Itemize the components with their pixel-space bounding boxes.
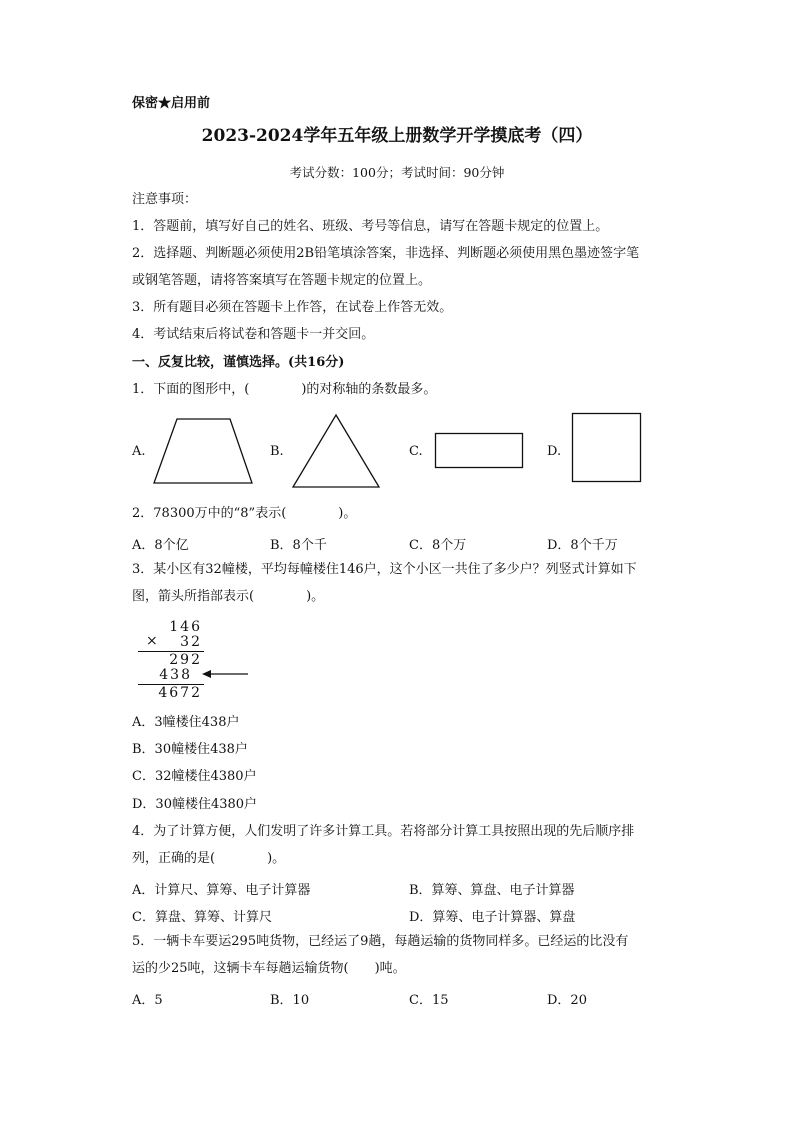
notice-item: 4．考试结束后将试卷和答题卡一并交回。 <box>132 327 375 342</box>
q5-option-c: C．15 <box>409 993 449 1008</box>
confidential-label: 保密★启用前 <box>132 96 211 111</box>
trapezoid-figure <box>150 417 256 487</box>
multiplicand: 146 <box>169 619 202 635</box>
q2-option-c: C．8个万 <box>409 538 467 553</box>
square-figure <box>571 412 643 484</box>
rectangle-figure <box>434 432 526 470</box>
question-2-stem: 2．78300万中的“8”表示( )。 <box>132 506 357 521</box>
notice-item: 3．所有题目必须在答题卡上作答，在试卷上作答无效。 <box>132 300 453 315</box>
left-arrow-icon <box>200 667 250 681</box>
notice-heading: 注意事项： <box>132 192 198 207</box>
final-product: 4672 <box>158 685 202 701</box>
question-5-stem-line-1: 5．一辆卡车要运295吨货物，已经运了9趟，每趟运输的货物同样多。已经运的比没有 <box>132 934 629 949</box>
notice-item: 2．选择题、判断题必须使用2B铅笔填涂答案，非选择、判断题必须使用黑色墨迹签字笔 <box>132 246 640 261</box>
option-b-label: B. <box>270 444 284 459</box>
notice-item: 或钢笔答题，请将答案填写在答题卡规定的位置上。 <box>132 273 432 288</box>
section-heading: 一、反复比较，谨慎选择。(共16分) <box>132 355 345 370</box>
question-3-stem-line-2: 图，箭头所指部表示( )。 <box>132 589 325 604</box>
q3-option-a: A．3幢楼住438户 <box>132 715 240 730</box>
q3-option-d: D．30幢楼住4380户 <box>132 797 258 812</box>
q2-option-d: D．8个千万 <box>547 538 618 553</box>
times-sign: × <box>146 633 158 649</box>
question-4-stem-line-1: 4．为了计算方便，人们发明了许多计算工具。若将部分计算工具按照出现的先后顺序排 <box>132 824 635 839</box>
q4-option-c: C．算盘、算筹、计算尺 <box>132 910 272 925</box>
option-a-label: A. <box>132 444 146 459</box>
q3-option-c: C．32幢楼住4380户 <box>132 769 257 784</box>
q4-option-a: A．计算尺、算筹、电子计算器 <box>132 883 311 898</box>
multiplier: 32 <box>180 634 202 650</box>
q3-option-b: B．30幢楼住438户 <box>132 742 248 757</box>
option-d-label: D. <box>547 444 562 459</box>
triangle-figure <box>290 413 382 489</box>
exam-title: 2023-2024学年五年级上册数学开学摸底考（四） <box>201 126 593 146</box>
question-1-stem: 1．下面的图形中，( )的对称轴的条数最多。 <box>132 382 437 397</box>
partial-product-2: 438 <box>159 667 192 683</box>
question-1-figures <box>0 405 794 505</box>
q5-option-b: B．10 <box>270 993 310 1008</box>
question-4-stem-line-2: 列，正确的是( )。 <box>132 851 286 866</box>
q2-option-b: B．8个千 <box>270 538 327 553</box>
q2-option-a: A．8个亿 <box>132 538 189 553</box>
q4-option-d: D．算筹、电子计算器、算盘 <box>409 910 576 925</box>
q5-option-d: D．20 <box>547 993 587 1008</box>
q5-option-a: A．5 <box>132 993 163 1008</box>
q4-option-b: B．算筹、算盘、电子计算器 <box>409 883 575 898</box>
exam-info: 考试分数：100分；考试时间：90分钟 <box>289 165 505 180</box>
question-3-stem-line-1: 3．某小区有32幢楼，平均每幢楼住146户，这个小区一共住了多少户？列竖式计算如下 <box>132 562 637 577</box>
question-5-stem-line-2: 运的少25吨，这辆卡车每趟运输货物( )吨。 <box>132 961 406 976</box>
partial-product-1: 292 <box>169 652 202 668</box>
notice-item: 1．答题前，填写好自己的姓名、班级、考号等信息，请写在答题卡规定的位置上。 <box>132 219 609 234</box>
vertical-multiplication <box>132 616 272 706</box>
option-c-label: C. <box>409 444 423 459</box>
